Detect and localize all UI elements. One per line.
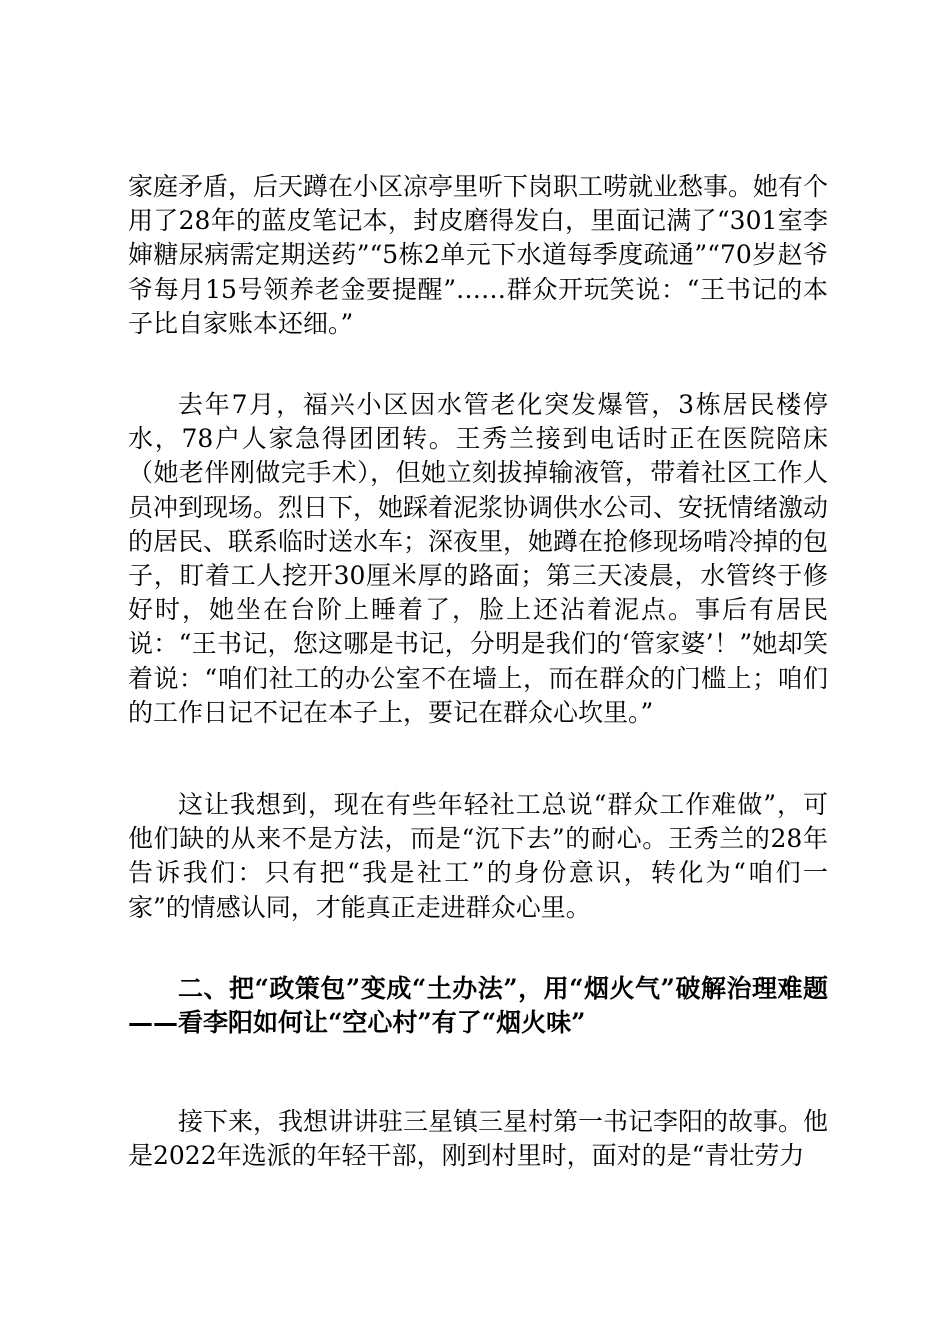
section-heading-2: 二、把“政策包”变成“土办法”，用“烟火气”破解治理难题——看李阳如何让“空心村”有了“烟火味” [128, 974, 828, 1038]
paragraph-water-pipe-story: 去年7月，福兴小区因水管老化突发爆管，3栋居民楼停水，78户人家急得团团转。王秀兰接到电话时正在医院陪床（她老伴刚做完手术），但她立刻拔掉输液管，带着社区工作人员冲到现场。烈日下，她踩着泥浆协调供水公司、安抚情绪激动的居民、联系临时送水车；深夜里，她蹲在抢修现场啃冷掉的包子，盯着工人挖开30厘米厚的路面；第三天凌晨，水管终于修好时，她坐在台阶上睡着了，脸上还沾着泥点。事后有居民说：“王书记，您这哪是书记，分明是我们的‘管家婆’！”她却笑着说：“咱们社工的办公室不在墙上，而在群众的门槛上；咱们的工作日记不记在本子上，要记在群众心坎里。” [128, 390, 829, 727]
paragraph-reflection: 这让我想到，现在有些年轻社工总说“群众工作难做”，可他们缺的从来不是方法，而是“沉下去”的耐心。王秀兰的28年告诉我们：只有把“我是社工”的身份意识，转化为“咱们一家”的情感认同，才能真正走进群众心里。 [128, 790, 828, 922]
paragraph-continued: 家庭矛盾，后天蹲在小区凉亭里听下岗职工唠就业愁事。她有个用了28年的蓝皮笔记本，封皮磨得发白，里面记满了“301室李婶糖尿病需定期送药”“5栋2单元下水道每季度疏通”“70岁赵爷爷每月15号领养老金要提醒”……群众开玩笑说：“王书记的本子比自家账本还细。” [128, 172, 829, 338]
paragraph-li-yang-intro: 接下来，我想讲讲驻三星镇三星村第一书记李阳的故事。他是2022年选派的年轻干部，刚到村里时，面对的是“青壮劳力 [128, 1107, 829, 1171]
